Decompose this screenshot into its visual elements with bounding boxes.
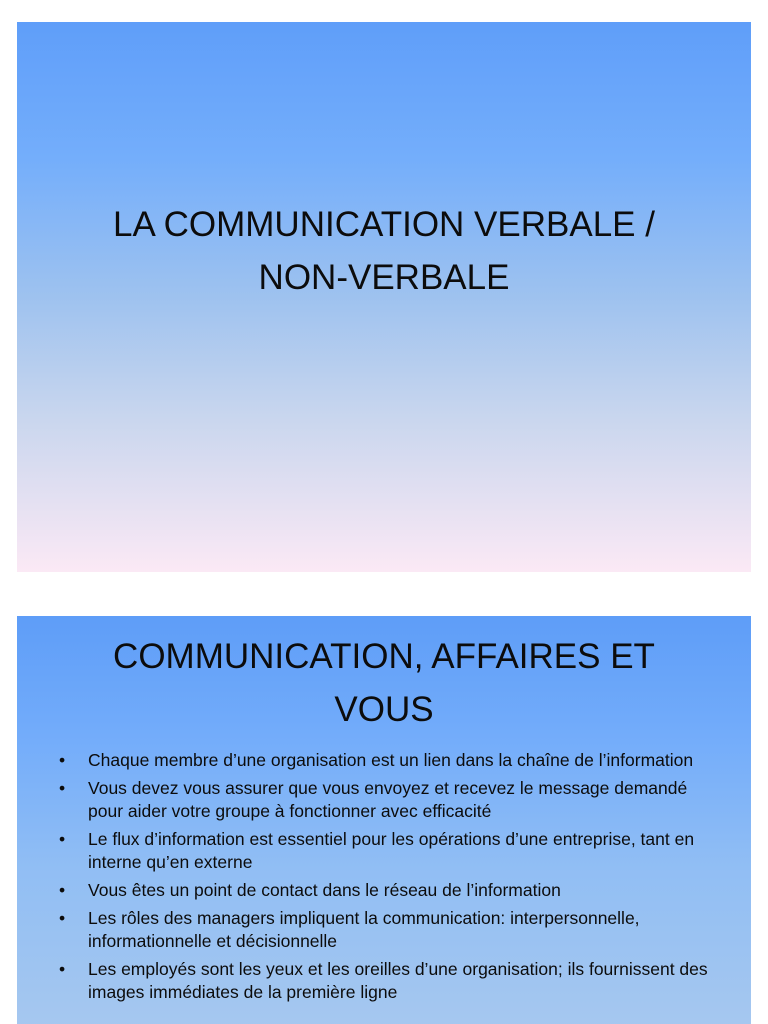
slide-2-title [17,630,751,736]
slide-2 [17,616,751,1024]
slide-1 [17,22,751,572]
bullet-dot-icon: • [59,880,66,900]
bullet-text: Le flux d’information est essentiel pour les opérations d’une entreprise, tant en interne qu’en externe [88,829,695,872]
bullet-text: Les rôles des managers impliquent la communication: interpersonnelle, informationnelle et décisionnelle [88,908,640,951]
bullet-text: Vous êtes un point de contact dans le réseau de l’information [88,880,561,900]
slide-2-bullet-list [59,749,721,1009]
bullet-text: Chaque membre d’une organisation est un lien dans la chaîne de l’information [88,750,694,770]
slide-1-title [17,198,751,304]
bullet-item [59,958,721,1004]
bullet-dot-icon: • [59,829,66,849]
bullet-dot-icon: • [59,959,66,979]
bullet-item [59,749,721,772]
slide-2-title-line-2: VOUS [334,690,434,729]
bullet-text: Les employés sont les yeux et les oreilles d’une organisation; ils fournissent des images immédiates de la première ligne [88,959,708,1002]
bullet-item [59,907,721,953]
bullet-item [59,777,721,823]
bullet-dot-icon: • [59,750,66,770]
bullet-text: Vous devez vous assurer que vous envoyez et recevez le message demandé pour aider votre groupe à fonctionner avec efficacité [88,778,688,821]
slide-1-title-line-1: LA COMMUNICATION VERBALE / [113,205,655,244]
bullet-dot-icon: • [59,778,66,798]
bullet-item [59,879,721,902]
bullet-dot-icon: • [59,908,66,928]
bullet-item [59,828,721,874]
slide-2-title-line-1: COMMUNICATION, AFFAIRES ET [113,637,655,676]
slide-1-title-line-2: NON-VERBALE [258,258,510,297]
